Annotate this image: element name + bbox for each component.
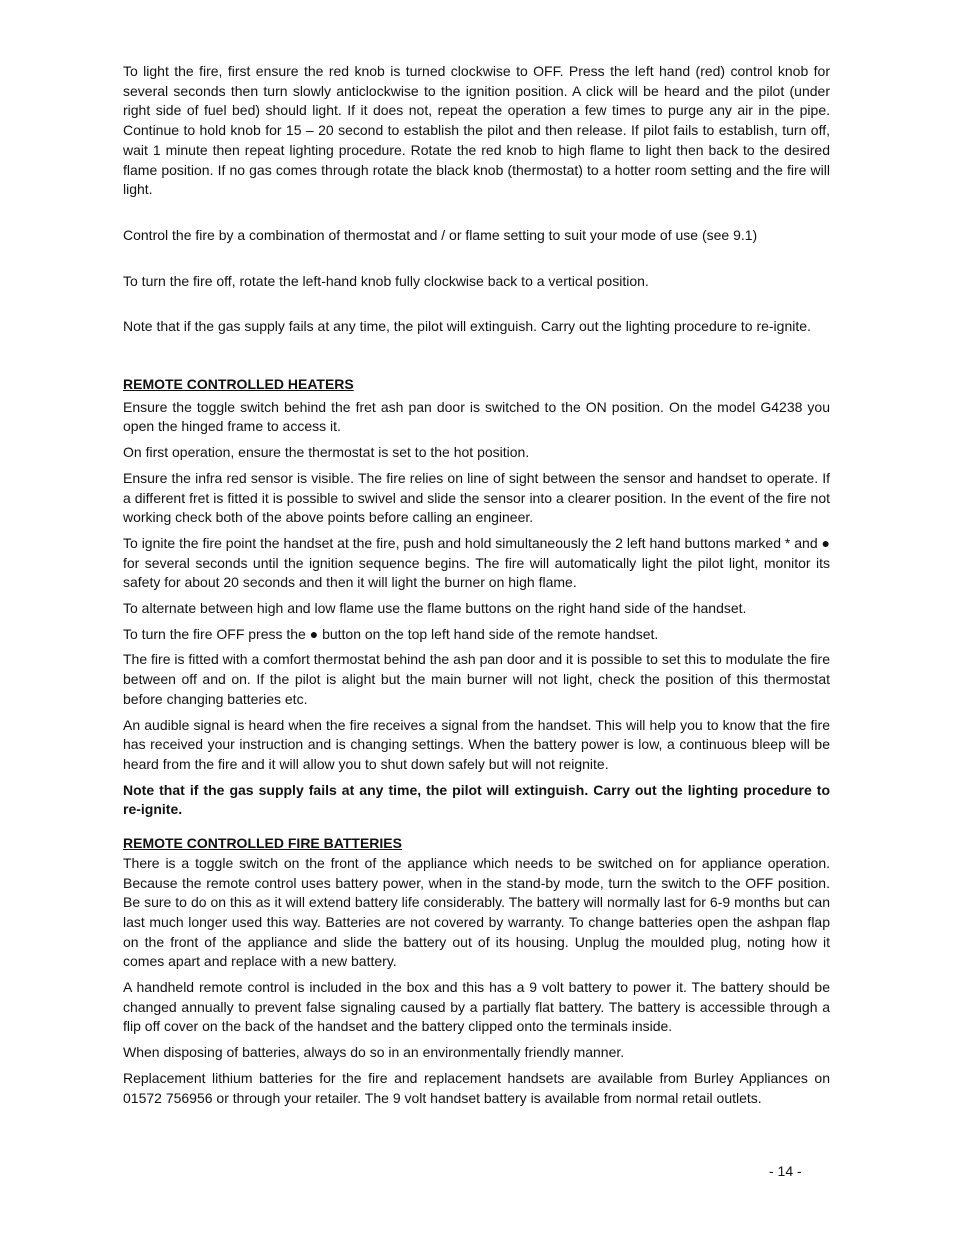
document-page bbox=[123, 62, 830, 1108]
thermostat-paragraph: On first operation, ensure the thermostat is set to the hot position. bbox=[123, 444, 530, 461]
sensor-paragraph: Ensure the infra red sensor is visible. The fire relies on line of sight between the sensor and handset to operate. If a different fret is fitted it is possible to swivel and slide the sensor into a clearer position. In the event of the fire not working check both of the above points before calling an engineer. bbox=[123, 469, 830, 526]
batteries-heading: REMOTE CONTROLLED FIRE BATTERIES bbox=[123, 835, 402, 852]
remote-heaters-section bbox=[123, 375, 830, 820]
gas-failure-note: Note that if the gas supply fails at any time, the pilot will extinguish. Carry out the lighting procedure to re-ignite. bbox=[123, 318, 811, 335]
lighting-section bbox=[123, 62, 830, 337]
ignite-paragraph: To ignite the fire point the handset at the fire, push and hold simultaneously the 2 left hand buttons marked * and ● for several seconds until the ignition sequence begins. The fire will automatically light the pilot light, monitor its safety for about 20 seconds and then it will light the burner on high flame. bbox=[123, 534, 830, 591]
remote-heaters-heading: REMOTE CONTROLLED HEATERS bbox=[123, 376, 354, 393]
toggle-switch-paragraph: Ensure the toggle switch behind the fret ash pan door is switched to the ON position. On the model G4238 you open the hinged frame to access it. bbox=[123, 398, 830, 435]
replacement-paragraph: Replacement lithium batteries for the fire and replacement handsets are available from Burley Appliances on 01572 756956 or through your retailer. The 9 volt handset battery is available from normal retail outlets. bbox=[123, 1069, 830, 1106]
page-number: - 14 - bbox=[769, 1163, 802, 1179]
turn-off-paragraph: To turn the fire off, rotate the left-hand knob fully clockwise back to a vertical position. bbox=[123, 272, 649, 289]
audible-signal-paragraph: An audible signal is heard when the fire receives a signal from the handset. This will help you to know that the fire has received your instruction and is changing settings. When the battery power is low, a continuous bleep will be heard from the fire and it will allow you to shut down safely but will not reignite. bbox=[123, 716, 830, 772]
toggle-battery-paragraph: There is a toggle switch on the front of the appliance which needs to be switched on for appliance operation. Because the remote control uses battery power, when in the stand-by mode, turn the switch to the OFF position. Be sure to do on this as it will extend battery life considerably. The battery will normally last for 6-9 months but can last much longer used this way. Batteries are not covered by warranty. To change batteries open the ashpan flap on the front of the appliance and slide the battery out of its housing. Unplug the moulded plug, noting how it comes apart and replace with a new battery. bbox=[123, 854, 830, 970]
comfort-thermostat-paragraph: The fire is fitted with a comfort thermostat behind the ash pan door and it is possible to set this to modulate the fire between off and on. If the pilot is alight but the main burner will not light, check the position of this thermostat before changing batteries etc. bbox=[123, 651, 830, 707]
handset-battery-paragraph: A handheld remote control is included in the box and this has a 9 volt battery to power it. The battery should be changed annually to prevent false signaling caused by a partially flat battery. The battery is accessible through a flip off cover on the back of the handset and the battery clipped onto the terminals inside. bbox=[123, 979, 830, 1035]
turn-off-remote-paragraph: To turn the fire OFF press the ● button on the top left hand side of the remote handset. bbox=[123, 625, 659, 642]
gas-failure-bold-note: Note that if the gas supply fails at any time, the pilot will extinguish. Carry out the lighting procedure to re-ignite. bbox=[123, 781, 830, 818]
control-paragraph: Control the fire by a combination of thermostat and / or flame setting to suit your mode of use (see 9.1) bbox=[123, 226, 758, 243]
flame-buttons-paragraph: To alternate between high and low flame use the flame buttons on the right hand side of the handset. bbox=[123, 600, 747, 617]
batteries-section bbox=[123, 834, 830, 1108]
disposal-paragraph: When disposing of batteries, always do so in an environmentally friendly manner. bbox=[123, 1044, 625, 1061]
lighting-instructions-paragraph: To light the fire, first ensure the red knob is turned clockwise to OFF. Press the left hand (red) control knob for several seconds then turn slowly anticlockwise to the ignition position. A click will be heard and the pilot (under right side of fuel bed) should light. If it does not, repeat the operation a few times to purge any air in the pipe. Continue to hold knob for 15 – 20 second to establish the pilot and then release. If pilot fails to establish, turn off, wait 1 minute then repeat lighting procedure. Rotate the red knob to high flame to light then back to the desired flame position. If no gas comes through rotate the black knob (thermostat) to a hotter room setting and the fire will light. bbox=[123, 63, 830, 198]
